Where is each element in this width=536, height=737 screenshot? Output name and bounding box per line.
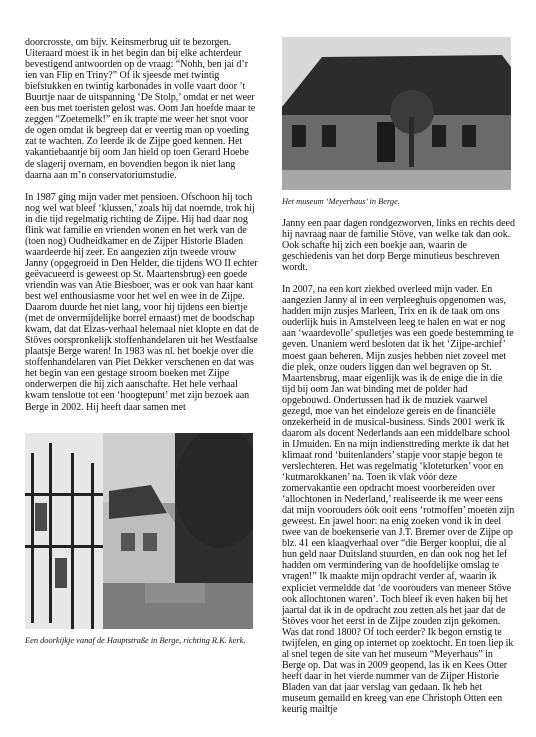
caption-museum-photo: Het museum ‘Meyerhaus’ in Berge. [282,197,400,206]
street-photo-image [25,433,253,629]
right-text-column [282,218,516,715]
paragraph: Janny een paar dagen rondgezworven, links en rechts deed hij navraag naar de familie Stöve, van welke tak dan ook. Ook schafte hij zich een boekje aan, waarin de geschiedenis van het dorp Berge minutieus beschreven wordt. [282,218,515,274]
photo-street-view [25,433,253,629]
paragraph: In 2007, na een kort ziekbed overleed mijn vader. En aangezien Janny al in een verpleeghuis opgenomen was, hadden mijn zusjes Marleen, Trix en ik de taak om ons ouderlijk huis in Amstelveen leeg te halen en wat er nog aan ‘waardevolle’ spulletjes was een goede bestemming te geven. Unaniem werd besloten dat ik het ‘Zijpe-archief’ moest gaan beheren. Mijn zusjes hebben niet zoveel met die plek, onze ouders liggen dan wel begraven op St. Maartensbrug, maar eigenlijk was ik de enige die in die tijd bij oom Jan wat binding met de polder had opgebouwd. Ondertussen had ik de muziek vaarwel gezegd, moe van het eindeloze gereis en de financiële onzekerheid in de musical-business. Sinds 2001 werk ik daarom als docent Nederlands aan een middelbare school in IJmuiden. En na mijn indiensttreding merkte ik dat het klimaat rond ‘buitenlanders’ stapje voor stapje begon te verslechteren. Het was regelmatig ‘kloteturken’ voor en ‘kutmarokkanen’ na. Toen ik vlak vóór deze zomervakantie een opdracht moest voorbereiden over ‘allochtonen in Nederland,’ realiseerde ik me weer eens dat mijn voorouders óók ooit eens ‘rotmoffen’ moeten zijn geweest. En jawel hoor: na enig zoeken vond ik in deel twee van de boekenserie van J.T. Bremer over de Zijpe op blz. 41 een klaagverhaal over “die Berger kooplui, die al hun geld naar Duitsland stuurden, en dan ook nog het lef hadden om vermindering van de hoofdelijke omslag te vragen!” Ik maakte mijn opdracht verder af, waarin ik expliciet vermeldde dat ‘de voorouders van meneer Stöve ook allochtonen waren’. Toch bleef ik even haken bij het jaartal dat ik in de opdracht zou zetten als het jaar dat de Stöves voor het eerst in de Zijpe zouden zijn gekomen. Was dat rond 1800? Of toch eerder? Ik begon ernstig te twijfelen, en ging op internet op zoektocht. En toen liep ik al snel tegen de site van het museum “Meyerhaus” in Berge op. Dat was in 2009 geopend, las ik en Kees Otter heeft daar in het vierde nummer van de Zijper Historie Bladen van dat jaar verslag van gedaan. Ik heb het museum gemaild en kreeg van ene Christoph Otten een keurig mailtje [282,284,515,716]
left-text-column [25,37,259,413]
photo-museum-meyerhaus [282,37,511,190]
paragraph: doorcrosste, om bijv. Keinsmerbrug uit te bezorgen. Uiteraard moest ik in het begin dan bij elke achterdeur bevestigend antwoorden op de vraag: “Nohh, ben jai d’r ien van Flip en Triny?” Of ik sjeesde met twintig biefstukken en twintig karbonades in volle vaart door ’t Buurtje naar de uitspanning ‘De Stolp,’ omdat er net weer een bus met toeristen gelost was. Oom Jan hoefde maar te zeggen “Zoetemelk!” en ik trapte me weer het snot voor de ogen omdat ik begreep dat er veertig man op voeding zat te wachten. Zo leerde ik de Zijpe goed kennen. Het vakantiebaantje bij oom Jan hield op toen Gerard Hoebe de slagerij overnam, en bovendien begon ik niet lang daarna aan m’n conservatoriumstudie. [25,37,256,181]
caption-street-photo: Een doorkijkje vanaf de Hauptstraße in Berge, richting R.K. kerk. [25,636,246,645]
paragraph: In 1987 ging mijn vader met pensioen. Ofschoon hij toch nog wel wat bleef ‘klussen,’ zoals hij dat noemde, trok hij in die tijd regelmatig richting de Zijpe. Hij had daar nog flink wat familie en vrienden wonen en het werk van de (toen nog) Oudheidkamer en de Zijper Historie Bladen waardeerde hij zeer. En aangezien zijn tweede vrouw Janny (opgegroeid in Den Helder, die tijdens WO II echter geëvacueerd is geweest op St. Maartensbrug) een goede vriendin was van Atie Biesboer, was er ook van haar kant best wel enthousiasme voor het wel en wee in de Zijpe. Daarom duurde het niet lang, voor hij tijdens een biertje (met de onvermijdelijke borrel ernaast) met de boodschap kwam, dat dat Elzas-verhaal helemaal niet klopte en dat de Stöves oorspronkelijk stoffenhandelaren uit het Westfaalse plaatsje Berge waren! In 1983 was nl. het boekje over die stoffenhandelaren van Piet Dekker verschenen en dat was het begin van een gestage stroom boeken met Zijpe onderwerpen die hij zich aanschafte. Het hele verhaal kwam tenslotte tot een ‘hoogtepunt’ met zijn bezoek aan Berge in 2002. Hij heeft daar samen met [25,191,259,413]
museum-photo-image [282,37,511,190]
